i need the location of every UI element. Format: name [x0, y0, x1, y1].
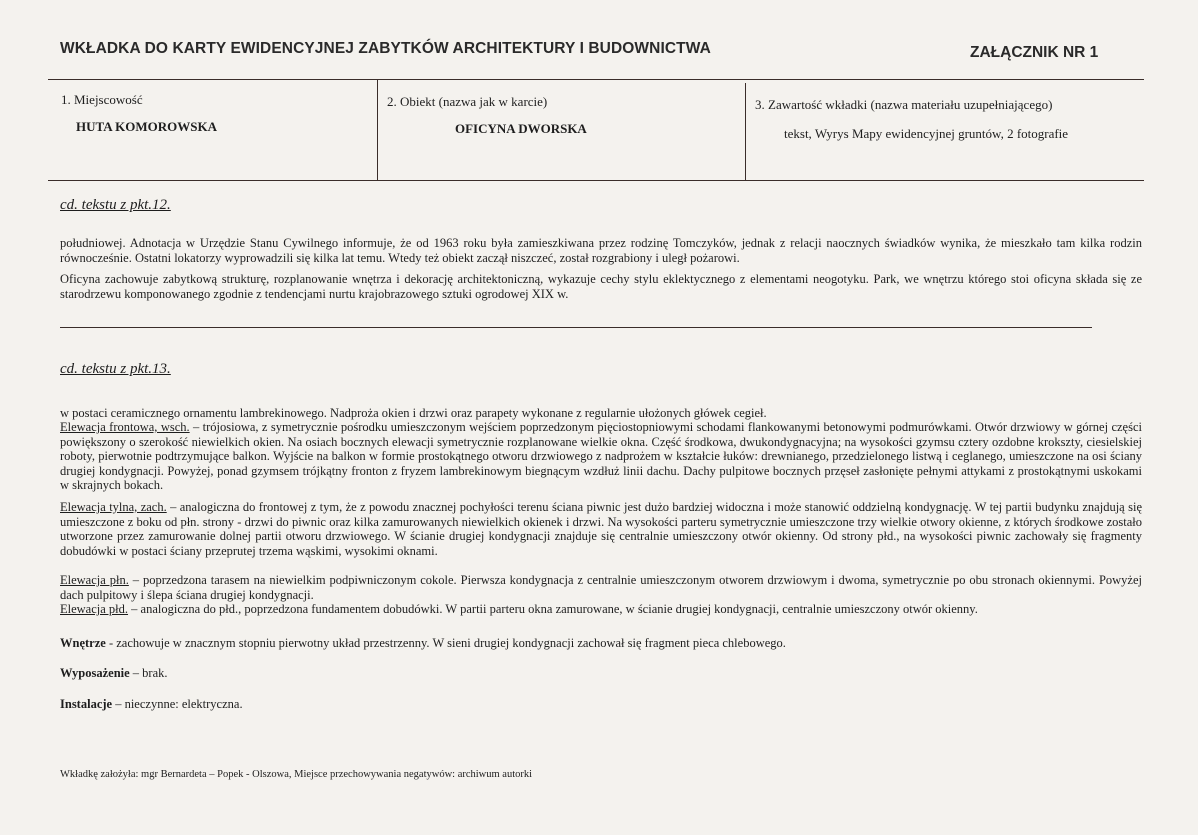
- section13-heading: cd. tekstu z pkt.13.: [60, 361, 171, 377]
- location-value: HUTA KOMOROWSKA: [76, 119, 217, 134]
- installations-line: [60, 697, 243, 712]
- interior-text: - zachowuje w znacznym stopniu pierwotny układ przestrzenny. W sieni drugiej kondygnacji zachował się fragment pieca chlebowego.: [105, 636, 786, 650]
- north-elevation-text: – poprzedzona tarasem na niewielkim podpiwniczonym cokole. Pierwsza kondygnacja z centralnie umieszczonym otworem drzwiowym i dwoma, symetrycznie po obu stronach okiennymi. Powyżej dach pulpitowy i ślepa ściana drugiej kondygnacji.: [60, 573, 1142, 602]
- rear-elevation-text: – analogiczna do frontowej z tym, że z powodu znacznej pochyłości terenu ściana piwnic jest dużo bardziej widoczna i może stanowić oddzielną kondygnację. W tej partii budynku znajdują się umieszczone z boku od płn. strony - drzwi do piwnic oraz kilka zamurowanych niewielkich okienek i drzwi. Na wysokości parteru symetrycznie umieszczone trzy wielkie otwory okienne, z których środkowe zostało utworzone przez zamurowanie dolnej partii otworu drzwiowego. W ścianie drugiej kondygnacji znajduje się centralnie umieszczony otwór okienny. Od strony płd., na wysokości piwnic zachowały się fragmenty dobudówki w postaci ściany przeprutej trzema wąskimi, wysokimi oknami.: [60, 500, 1142, 558]
- equipment-text: – brak.: [129, 666, 168, 680]
- table-divider-1: [377, 79, 378, 180]
- rear-elevation-paragraph: [60, 500, 1142, 558]
- installations-text: – nieczynne: elektryczna.: [112, 697, 243, 711]
- object-label: 2. Obiekt (nazwa jak w karcie): [387, 94, 548, 109]
- front-elevation-label: Elewacja frontowa, wsch.: [60, 420, 190, 434]
- form-title: WKŁADKA DO KARTY EWIDENCYJNEJ ZABYTKÓW ARCHITEKTURY I BUDOWNICTWA: [60, 40, 711, 57]
- north-elevation-paragraph: [60, 573, 1142, 602]
- section12-paragraph-1: południowej. Adnotacja w Urzędzie Stanu Cywilnego informuje, że od 1963 roku była zamieszkiwana przez rodzinę Tomczyków, jednak z relacji naocznych świadków wynika, że mieszkało tam kilka rodzin równocześnie. Ostatni lokatorzy wyprowadzili się kilka lat temu. Wtedy też obiekt zaczął niszczeć, został rozgrabiony i uległ pożarowi.: [60, 236, 1142, 265]
- equipment-line: [60, 666, 168, 681]
- north-elevation-label: Elewacja płn.: [60, 573, 129, 587]
- object-value: OFICYNA DWORSKA: [455, 121, 587, 136]
- interior-line: [60, 636, 786, 651]
- rear-elevation-label: Elewacja tylna, zach.: [60, 500, 167, 514]
- interior-label: Wnętrze: [60, 636, 106, 650]
- contents-label: 3. Zawartość wkładki (nazwa materiału uzupełniającego): [755, 97, 1053, 112]
- section12-heading: cd. tekstu z pkt.12.: [60, 197, 171, 213]
- table-divider-2: [745, 83, 746, 180]
- south-elevation-paragraph: [60, 602, 1142, 617]
- section-separator: [60, 327, 1092, 328]
- annex-number: ZAŁĄCZNIK NR 1: [970, 44, 1099, 61]
- section12-paragraph-2: Oficyna zachowuje zabytkową strukturę, rozplanowanie wnętrza i dekorację architektoniczną, wykazuje cechy stylu eklektycznego z elementami neogotyku. Park, we wnętrzu którego stoi oficyna składa się ze starodrzewu komponowanego zgodnie z tendencjami nurtu krajobrazowego sztuki ogrodowej XIX w.: [60, 272, 1142, 301]
- installations-label: Instalacje: [60, 697, 113, 711]
- table-top-border: [48, 79, 1144, 80]
- front-elevation-text: – trójosiowa, z symetrycznie pośrodku umieszczonym wejściem poprzedzonym pięciostopniowymi schodami flankowanymi betonowymi podmurówkami. Otwór drzwiowy w górnej części powiększony o szerokość niewielkich okien. Na osiach bocznych elewacji symetrycznie rozplanowane wielkie okna. Część środkowa, dwukondygnacyjna; na wysokości gzymsu cztery ozdobne krokszty, ciesielskiej roboty, pierwotnie podtrzymujące balkon. Wyjście na balkon w formie prostokątnego otworu drzwiowego z nadprożem w kształcie łuków: drewnianego, przedzielonego listwą i ceglanego, umieszczone na osi ściany drugiej kondygnacji. Powyżej, ponad gzymsem trójkątny fronton z fryzem lambrekinowym biegnącym wzdłuż linii dachu. Dachy pulpitowe bocznych przęseł zasłonięte pełnymi attykami z prostokątnymi uskokami w skrajnych bokach.: [60, 420, 1142, 493]
- south-elevation-text: – analogiczna do płd., poprzedzona fundamentem dobudówki. W partii parteru okna zamurowane, w ścianie drugiej kondygnacji, centralnie umieszczony otwór okienny.: [128, 602, 978, 616]
- location-label: 1. Miejscowość: [61, 92, 143, 107]
- section13-intro: w postaci ceramicznego ornamentu lambrekinowego. Nadproża okien i drzwi oraz parapety wykonane z regularnie ułożonych główek cegieł.: [60, 406, 767, 420]
- table-bottom-border: [48, 180, 1144, 181]
- footer-note: Wkładkę założyła: mgr Bernardeta – Popek - Olszowa, Miejsce przechowywania negatywów: archiwum autorki: [60, 769, 533, 780]
- front-elevation-paragraph: [60, 420, 1142, 493]
- equipment-label: Wyposażenie: [60, 666, 130, 680]
- south-elevation-label: Elewacja płd.: [60, 602, 129, 616]
- contents-value: tekst, Wyrys Mapy ewidencyjnej gruntów, 2 fotografie: [784, 126, 1069, 141]
